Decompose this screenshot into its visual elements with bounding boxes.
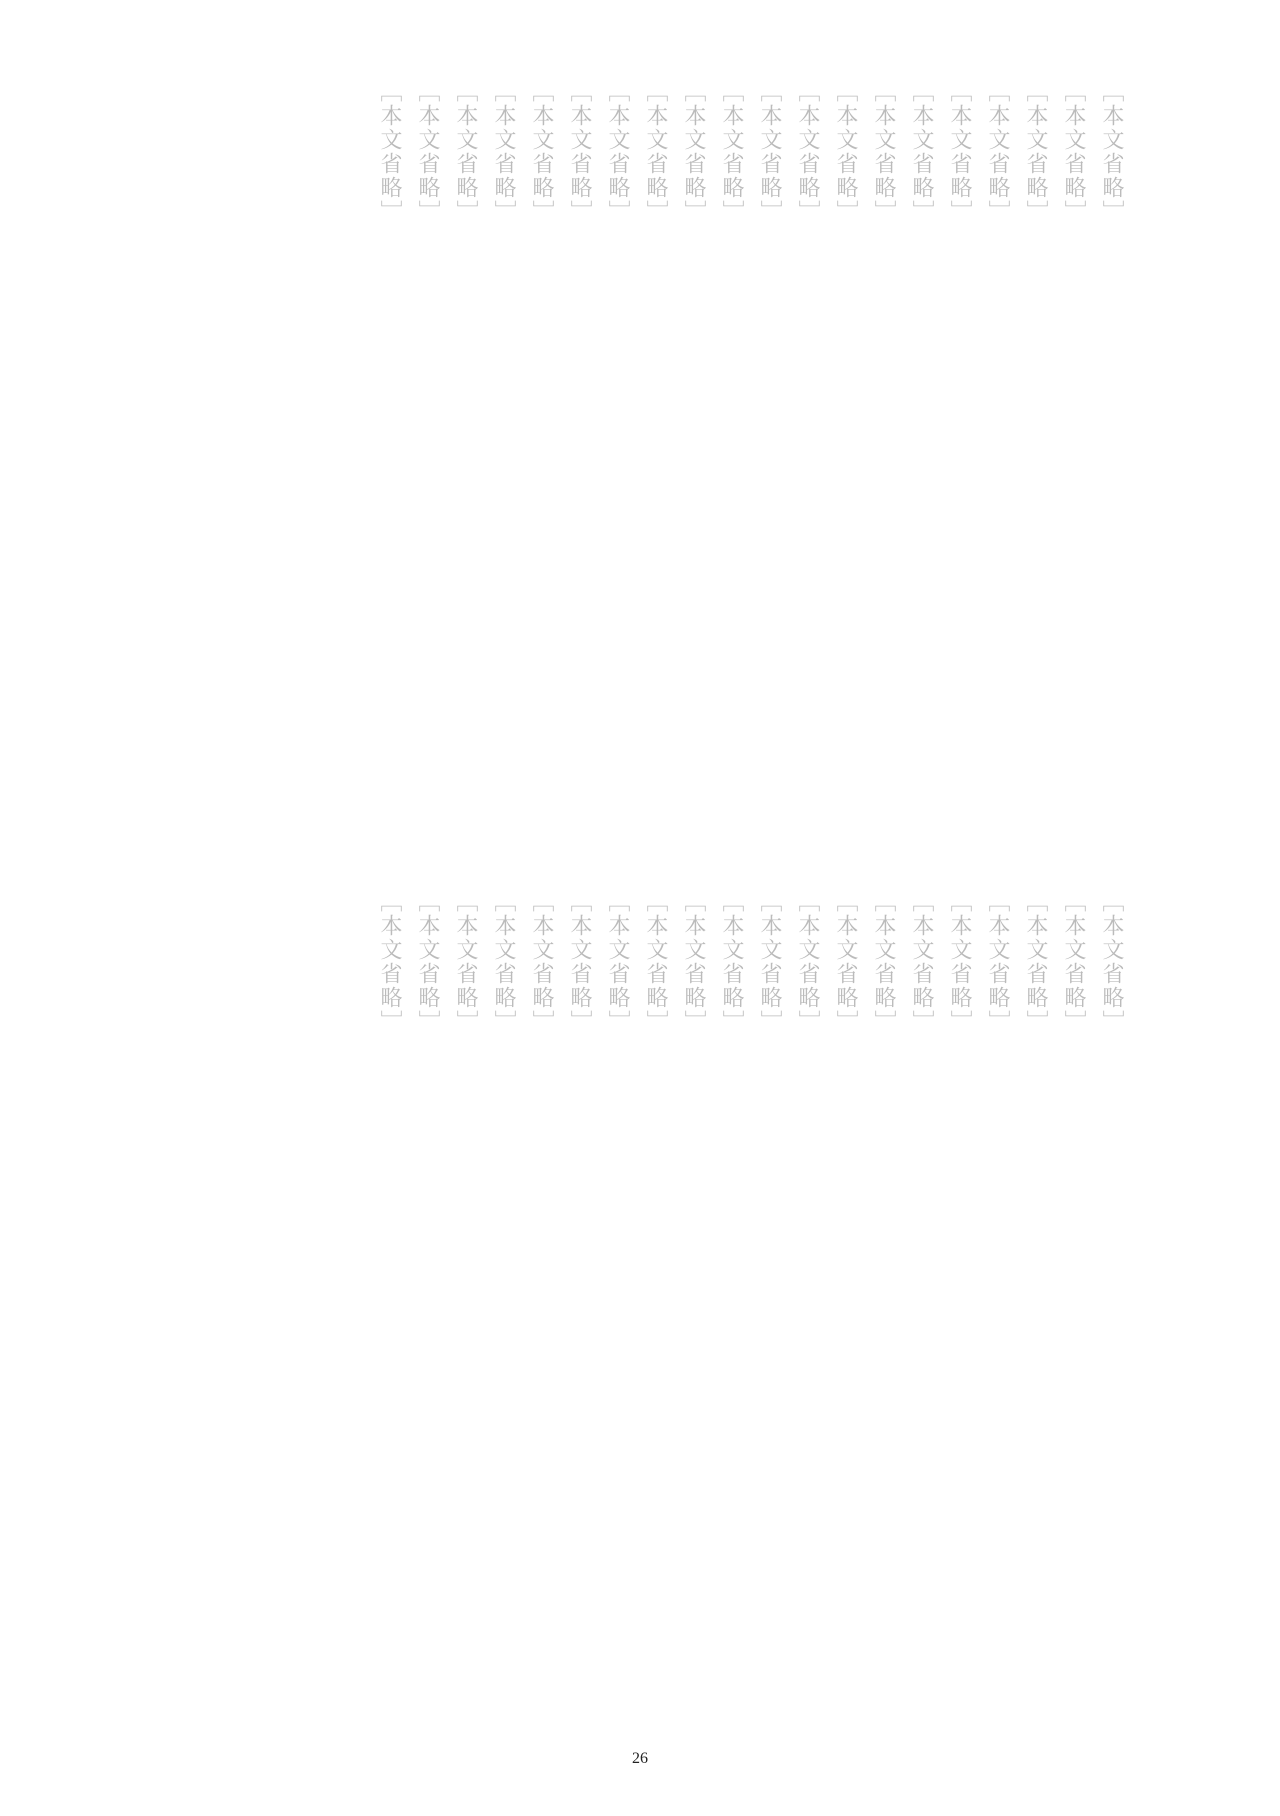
- text-line-placeholder: ［本文省略］: [719, 890, 744, 1034]
- text-block-top: [140, 80, 1130, 800]
- text-line-placeholder: ［本文省略］: [681, 890, 706, 1034]
- text-line-placeholder: ［本文省略］: [909, 80, 934, 224]
- text-line-placeholder: ［本文省略］: [377, 890, 402, 1034]
- text-line-placeholder: ［本文省略］: [1023, 80, 1048, 224]
- text-line-placeholder: ［本文省略］: [453, 80, 478, 224]
- text-line-placeholder: ［本文省略］: [1023, 890, 1048, 1034]
- text-line-placeholder: ［本文省略］: [1099, 80, 1124, 224]
- text-block-bottom: [140, 890, 1130, 1610]
- text-line-placeholder: ［本文省略］: [681, 80, 706, 224]
- text-line-placeholder: ［本文省略］: [529, 890, 554, 1034]
- text-line-placeholder: ［本文省略］: [567, 890, 592, 1034]
- text-line-placeholder: ［本文省略］: [947, 890, 972, 1034]
- text-line-placeholder: ［本文省略］: [491, 80, 516, 224]
- text-line-placeholder: ［本文省略］: [529, 80, 554, 224]
- text-line-placeholder: ［本文省略］: [795, 80, 820, 224]
- text-line-placeholder: ［本文省略］: [985, 80, 1010, 224]
- text-line-placeholder: ［本文省略］: [795, 890, 820, 1034]
- text-line-placeholder: ［本文省略］: [833, 80, 858, 224]
- page-number: 26: [632, 1750, 648, 1767]
- text-line-placeholder: ［本文省略］: [491, 890, 516, 1034]
- text-line-placeholder: ［本文省略］: [643, 80, 668, 224]
- text-line-placeholder: ［本文省略］: [909, 890, 934, 1034]
- text-line-placeholder: ［本文省略］: [415, 890, 440, 1034]
- text-line-placeholder: ［本文省略］: [1099, 890, 1124, 1034]
- text-line-placeholder: ［本文省略］: [605, 890, 630, 1034]
- text-line-placeholder: ［本文省略］: [415, 80, 440, 224]
- text-line-placeholder: ［本文省略］: [1061, 890, 1086, 1034]
- text-line-placeholder: ［本文省略］: [1061, 80, 1086, 224]
- text-line-placeholder: ［本文省略］: [985, 890, 1010, 1034]
- text-line-placeholder: ［本文省略］: [871, 80, 896, 224]
- text-line-placeholder: ［本文省略］: [719, 80, 744, 224]
- text-line-placeholder: ［本文省略］: [643, 890, 668, 1034]
- text-line-placeholder: ［本文省略］: [947, 80, 972, 224]
- text-line-placeholder: ［本文省略］: [605, 80, 630, 224]
- text-line-placeholder: ［本文省略］: [567, 80, 592, 224]
- text-line-placeholder: ［本文省略］: [377, 80, 402, 224]
- text-line-placeholder: ［本文省略］: [453, 890, 478, 1034]
- text-line-placeholder: ［本文省略］: [757, 890, 782, 1034]
- text-line-placeholder: ［本文省略］: [833, 890, 858, 1034]
- text-line-placeholder: ［本文省略］: [871, 890, 896, 1034]
- text-line-placeholder: ［本文省略］: [757, 80, 782, 224]
